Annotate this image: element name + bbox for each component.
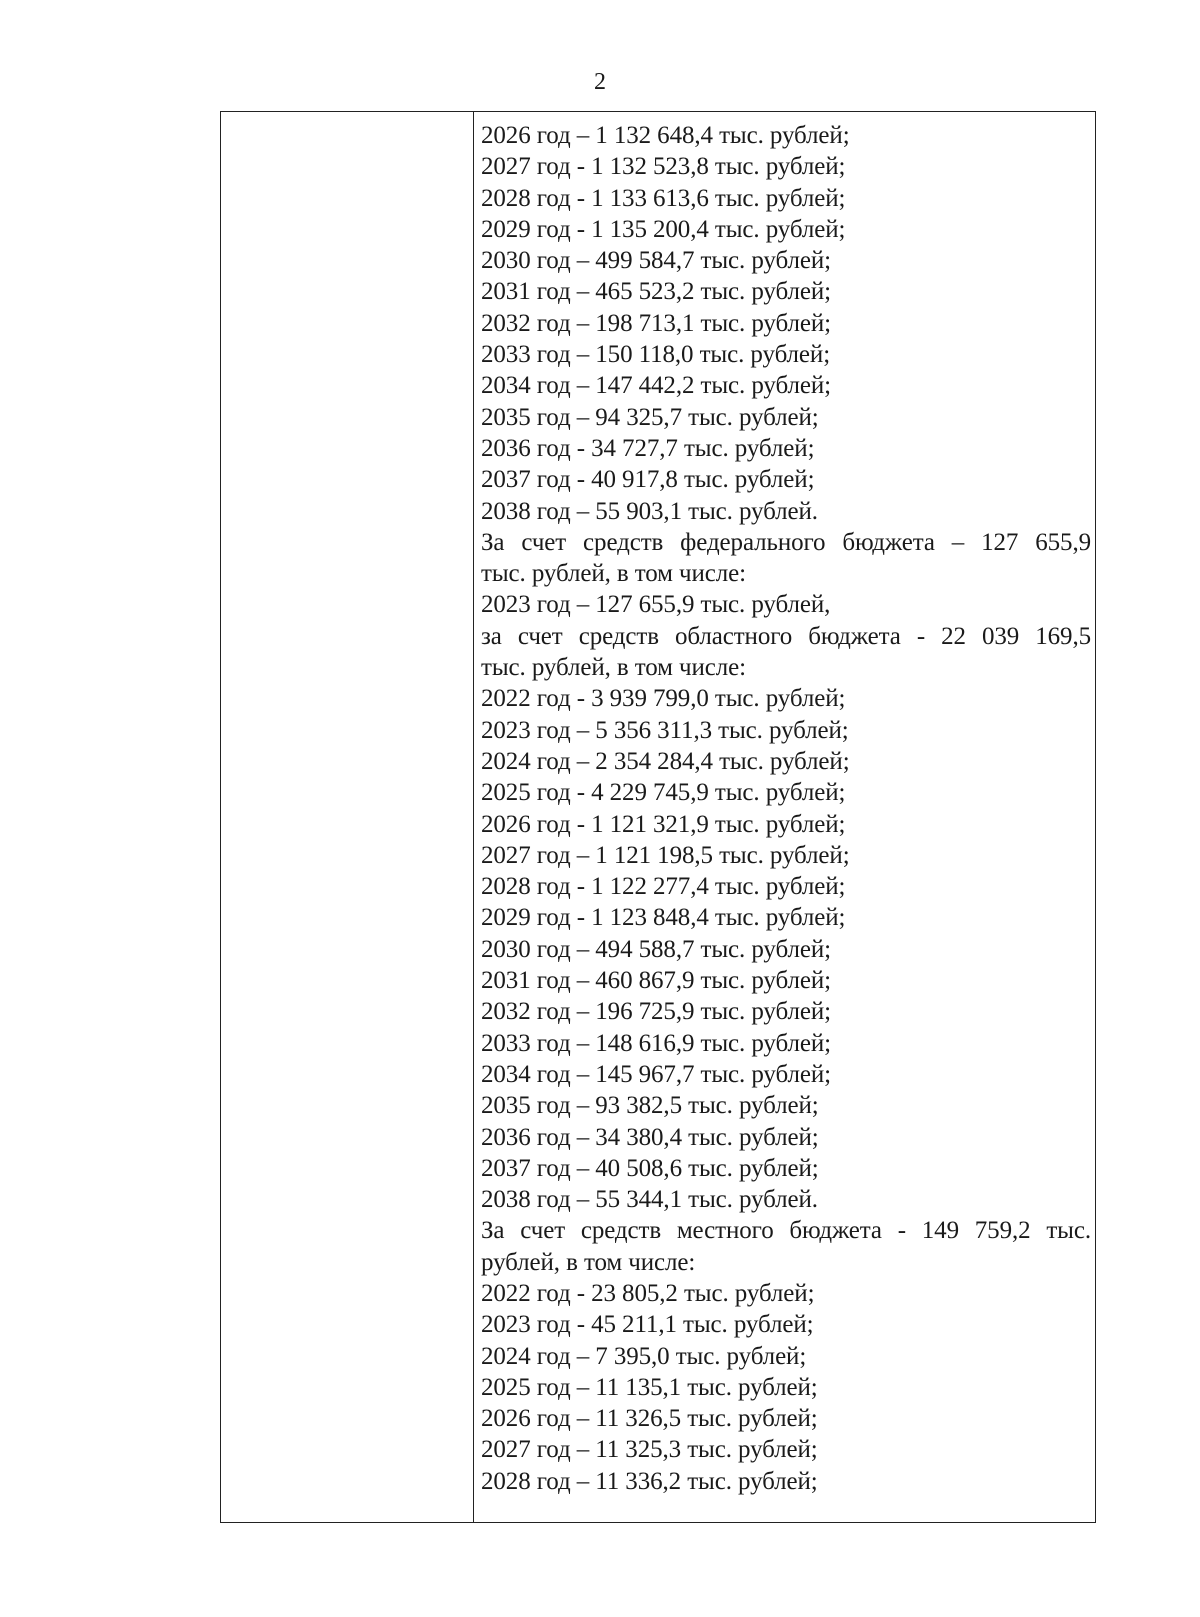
- funding-line: 2027 год – 1 121 198,5 тыс. рублей;: [481, 841, 850, 869]
- funding-line: 2034 год – 145 967,7 тыс. рублей;: [481, 1060, 831, 1088]
- funding-line: 2026 год – 11 326,5 тыс. рублей;: [481, 1405, 818, 1433]
- funding-line: 2036 год - 34 727,7 тыс. рублей;: [481, 434, 815, 462]
- table-left-cell: [221, 112, 474, 1522]
- funding-line: 2023 год – 127 655,9 тыс. рублей,: [481, 591, 831, 619]
- funding-line: 2023 год - 45 211,1 тыс. рублей;: [481, 1311, 814, 1339]
- funding-line: 2032 год – 198 713,1 тыс. рублей;: [481, 309, 831, 337]
- funding-line: 2027 год - 1 132 523,8 тыс. рублей;: [481, 153, 846, 181]
- funding-line: 2026 год – 1 132 648,4 тыс. рублей;: [481, 122, 850, 149]
- funding-line: 2028 год – 11 336,2 тыс. рублей;: [481, 1467, 818, 1495]
- funding-line: тыс. рублей, в том числе:: [481, 560, 747, 588]
- funding-line: 2029 год - 1 123 848,4 тыс. рублей;: [481, 904, 846, 932]
- funding-line: 2029 год - 1 135 200,4 тыс. рублей;: [481, 215, 846, 243]
- funding-line: За счет средств федерального бюджета – 127 655,9: [481, 528, 1091, 556]
- funding-line: 2023 год – 5 356 311,3 тыс. рублей;: [481, 716, 849, 744]
- funding-line: 2033 год – 150 118,0 тыс. рублей;: [481, 341, 831, 369]
- funding-line: 2037 год - 40 917,8 тыс. рублей;: [481, 466, 815, 494]
- funding-line: 2033 год – 148 616,9 тыс. рублей;: [481, 1029, 831, 1057]
- funding-line: 2024 год – 7 395,0 тыс. рублей;: [481, 1342, 807, 1370]
- funding-line: 2024 год – 2 354 284,4 тыс. рублей;: [481, 747, 850, 775]
- funding-line: 2031 год – 465 523,2 тыс. рублей;: [481, 278, 831, 306]
- funding-line: 2037 год – 40 508,6 тыс. рублей;: [481, 1154, 819, 1182]
- funding-line: 2035 год – 93 382,5 тыс. рублей;: [481, 1092, 819, 1120]
- funding-line: 2038 год – 55 903,1 тыс. рублей.: [481, 497, 818, 525]
- funding-line: 2028 год - 1 122 277,4 тыс. рублей;: [481, 873, 846, 901]
- funding-line: 2022 год - 23 805,2 тыс. рублей;: [481, 1279, 815, 1307]
- funding-line: рублей, в том числе:: [481, 1248, 696, 1276]
- funding-line: за счет средств областного бюджета - 22 039 169,5: [481, 622, 1091, 650]
- funding-line: 2034 год – 147 442,2 тыс. рублей;: [481, 372, 831, 400]
- funding-line: 2025 год – 11 135,1 тыс. рублей;: [481, 1373, 818, 1401]
- funding-line: 2025 год - 4 229 745,9 тыс. рублей;: [481, 779, 846, 807]
- funding-line: 2031 год – 460 867,9 тыс. рублей;: [481, 967, 831, 995]
- table-right-cell: [474, 112, 1095, 1522]
- funding-line: 2027 год – 11 325,3 тыс. рублей;: [481, 1436, 818, 1464]
- page-number: 2: [594, 69, 606, 95]
- funding-line: 2032 год – 196 725,9 тыс. рублей;: [481, 998, 831, 1026]
- funding-line: 2022 год - 3 939 799,0 тыс. рублей;: [481, 685, 846, 713]
- funding-line: 2030 год – 494 588,7 тыс. рублей;: [481, 935, 831, 963]
- document-table: [220, 111, 1096, 1523]
- funding-line: 2030 год – 499 584,7 тыс. рублей;: [481, 247, 831, 275]
- funding-line: 2035 год – 94 325,7 тыс. рублей;: [481, 403, 819, 431]
- funding-line: 2038 год – 55 344,1 тыс. рублей.: [481, 1186, 818, 1214]
- funding-line: тыс. рублей, в том числе:: [481, 654, 747, 682]
- funding-line: 2026 год - 1 121 321,9 тыс. рублей;: [481, 810, 846, 838]
- funding-line: 2028 год - 1 133 613,6 тыс. рублей;: [481, 184, 846, 212]
- funding-line: 2036 год – 34 380,4 тыс. рублей;: [481, 1123, 819, 1151]
- funding-line: За счет средств местного бюджета - 149 759,2 тыс.: [481, 1217, 1091, 1245]
